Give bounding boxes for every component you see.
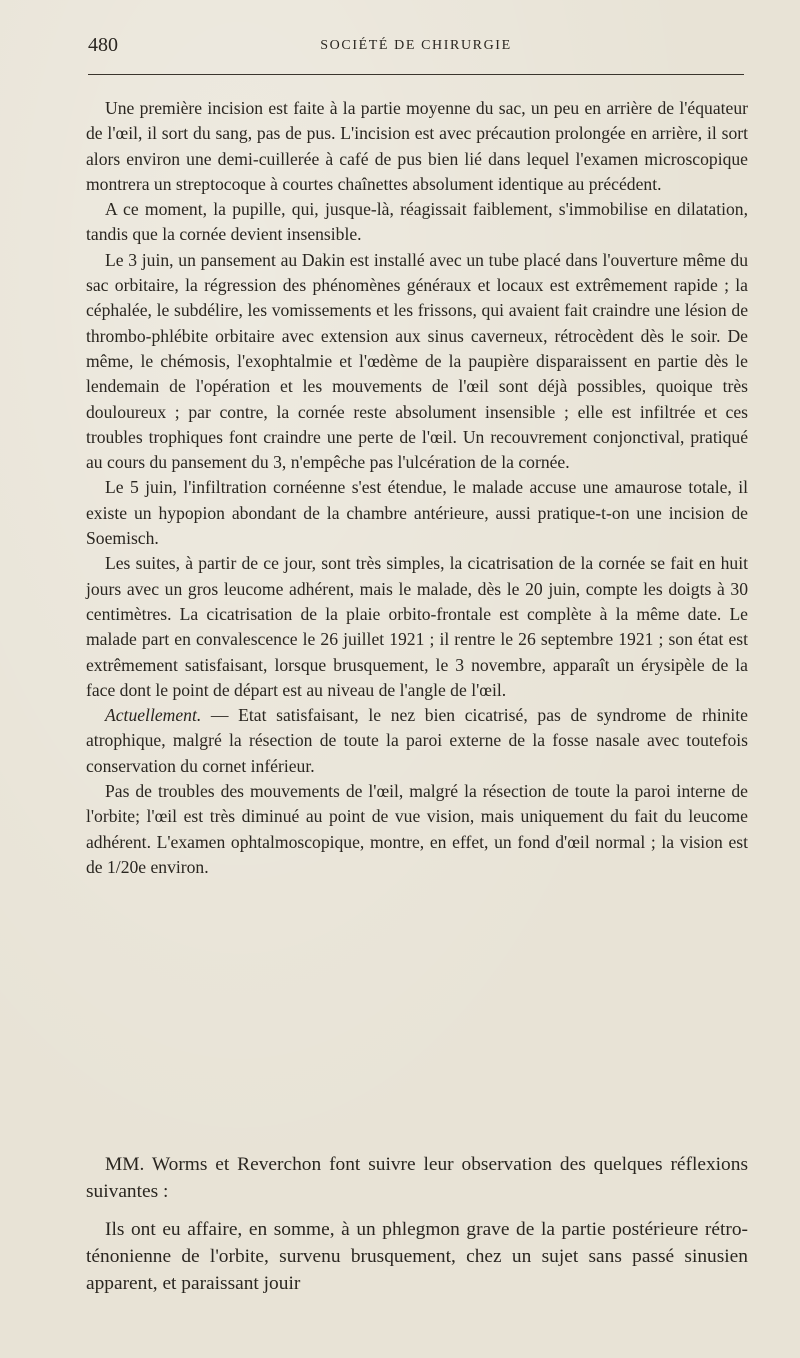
paragraph-5-juin: Le 5 juin, l'infiltration cornéenne s'est étendue, le malade accuse une amaurose totale, il existe un hypopion abondant de la chambre antérieure, aussi pratique-t-on une incision de Soemisch.: [86, 477, 748, 549]
paragraph-worms-reverchon: MM. Worms et Reverchon font suivre leur observation des quelques réflexions suivantes :: [86, 1154, 748, 1202]
paragraph-actuellement: [86, 703, 748, 779]
paragraph-troubles: Pas de troubles des mouvements de l'œil, malgré la résection de toute la paroi interne de l'orbite; l'œil est très diminué au point de vue vision, mais uniquement du fait du leucome adhérent. L'examen ophtalmoscopique, montre, en effet, un fond d'œil normal ; la vision est de 1/20e environ.: [86, 781, 748, 877]
paragraph-suites: Les suites, à partir de ce jour, sont très simples, la cicatrisation de la cornée se fait en huit jours avec un gros leucome adhérent, mais le malade, dès le 20 juin, compte les doigts à 30 centimètres. La cicatrisation de la plaie orbito-frontale est complète à la même date. Le malade part en convalescence le 26 juillet 1921 ; il rentre le 26 septembre 1921 ; son état est extrêmement satisfaisant, lorsque brusquement, le 3 novembre, apparaît un érysipèle de la face dont le point de départ est au niveau de l'angle de l'œil.: [86, 553, 748, 700]
actuellement-text: — Etat satisfaisant, le nez bien cicatrisé, pas de syndrome de rhinite atrophique, malgré la résection de toute la paroi externe de la fosse nasale avec toutefois conservation du cornet inférieur.: [86, 705, 748, 776]
paragraph-pupille: A ce moment, la pupille, qui, jusque-là, réagissait faiblement, s'immobilise en dilatation, tandis que la cornée devient insensible.: [86, 199, 748, 245]
page-number: 480: [88, 34, 118, 56]
running-head: [88, 34, 744, 60]
body-text: [86, 96, 748, 880]
section-body: [86, 1216, 748, 1297]
actuellement-lead: Actuellement.: [105, 705, 202, 726]
journal-title: SOCIÉTÉ DE CHIRURGIE: [320, 38, 512, 53]
paragraph-3-juin: Le 3 juin, un pansement au Dakin est installé avec un tube placé dans l'ouverture même du sac orbitaire, la régression des phénomènes généraux et locaux est extrêmement rapide ; la céphalée, le subdélire, les vomissements et les frissons, qui avaient fait craindre une lésion de thrombo-phlébite orbitaire avec extension aux sinus caverneux, rétrocèdent dès le soir. De même, le chémosis, l'exophtalmie et l'œdème de la paupière disparaissent en partie dès le lendemain de l'opération et les mouvements de l'œil sont déjà possibles, quoique très douloureux ; par contre, la cornée reste absolument insensible ; elle est infiltrée et ces troubles trophiques font craindre une perte de l'œil. Un recouvrement conjonctival, pratiqué au cours du pansement du 3, n'empêche pas l'ulcération de la cornée.: [86, 249, 748, 473]
paragraph-phlegmon: Ils ont eu affaire, en somme, à un phlegmon grave de la partie postérieure rétro-ténonienne de l'orbite, survenu brusquement, chez un sujet sans passé sinusien apparent, et paraissant jouir: [86, 1219, 748, 1294]
section-intro: [86, 1151, 748, 1205]
paragraph-incision: Une première incision est faite à la partie moyenne du sac, un peu en arrière de l'équateur de l'œil, il sort du sang, pas de pus. L'incision est avec précaution prolongée en arrière, il sort alors environ une demi-cuillerée à café de pus bien lié dans lequel l'examen microscopique montrera un streptocoque à courtes chaînettes absolument identique au précédent.: [86, 98, 748, 194]
header-rule: [88, 74, 744, 75]
